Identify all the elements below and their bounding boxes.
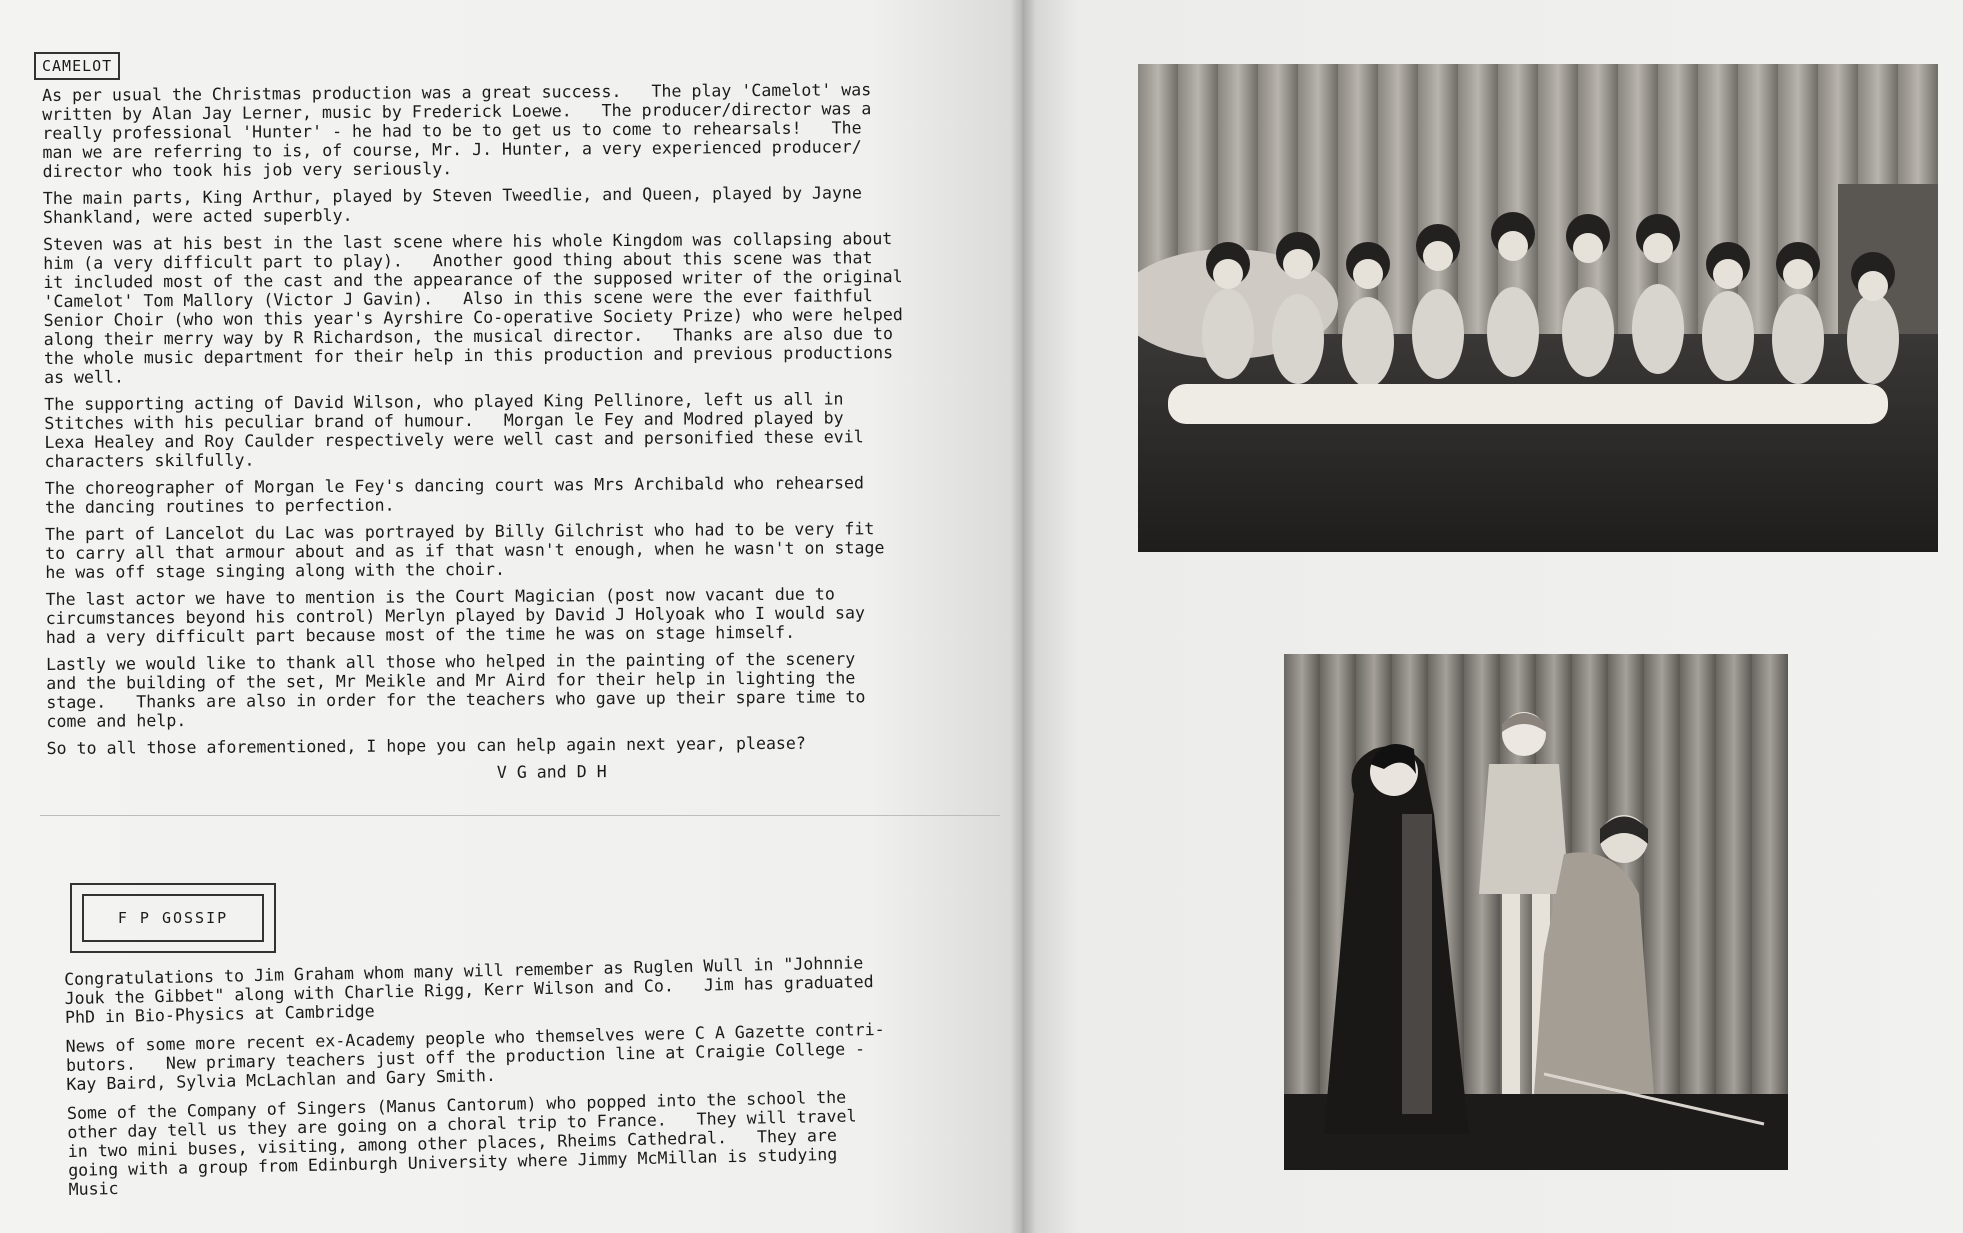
camelot-paragraph: Steven was at his best in the last scene where his whole Kingdom was collapsing about him (a very difficult part to play). Another good thing about this scene was that it included most of the cast and the appearance of the supposed writer of the original 'Camelot' Tom Mallory (Victor J Gavin). Also in this scene were the ever faithful Senior Choir (who won this year's Ayrshire Co-operative Society Prize) who were helped along their merry way by R Richardson, the musical director. Thanks are also due to the whole music department for their help in this production and previous productions as well. [43, 229, 903, 387]
camelot-paragraph: As per usual the Christmas production was a great success. The play 'Camelot' was written by Alan Jay Lerner, music by Frederick Loewe. The producer/director was a really professional 'Hunter' - he had to be to get us to come to rehearsals! The man we are referring to is, of course, Mr. J. Hunter, a very experienced producer/ director who took his job very seriously. [42, 80, 872, 181]
camelot-paragraph: The supporting acting of David Wilson, who played King Pellinore, left us all in Stitches with his peculiar brand of humour. Morgan le Fey and Modred played by Lexa Healey and Roy Caulder respectively were well cast and personified these evil characters skilfully. [44, 389, 864, 471]
gossip-paragraph: Some of the Company of Singers (Manus Cantorum) who popped into the school the other day tell us they are going on a choral trip to France. They will travel in two mini buses, visiting, among other places, Rheims Cathedral. They are going with a group from Edinburgh University where Jimmy McMillan is studying Music [66, 1087, 857, 1199]
gossip-heading: F P GOSSIP [82, 894, 264, 942]
dancing-court-illustration [1138, 64, 1938, 552]
article-signature: V G and D H [496, 762, 607, 782]
camelot-heading: CAMELOT [34, 52, 120, 80]
gossip-paragraph: News of some more recent ex-Academy people who themselves were C A Gazette contri- butors. New primary teachers just off the production line at Craigie College - Kay Baird, Sylvia McLachlan and Gary Smith. [65, 1019, 885, 1094]
dancing-court-photo [1138, 64, 1938, 552]
section-divider [40, 815, 1000, 816]
camelot-paragraph: The part of Lancelot du Lac was portrayed by Billy Gilchrist who had to be very fit to carry all that armour about and as if that wasn't enough, when he wasn't on stage he was off stage singing along with the choir. [45, 519, 885, 582]
gossip-paragraph: Congratulations to Jim Graham whom many will remember as Ruglen Wull in "Johnnie Jouk the Gibbet" along with Charlie Rigg, Kerr Wilson and Co. Jim has graduated PhD in Bio-Physics at Cambridge [64, 953, 874, 1027]
page-gutter [1010, 0, 1036, 1233]
camelot-article [42, 79, 1017, 785]
camelot-paragraph: The main parts, King Arthur, played by Steven Tweedlie, and Queen, played by Jayne Shankland, were acted superbly. [42, 183, 863, 227]
camelot-paragraph: So to all those aforementioned, I hope you can help again next year, please? [46, 733, 806, 758]
gossip-heading-frame [70, 883, 276, 953]
camelot-paragraph: The last actor we have to mention is the Court Magician (post now vacant due to circumstances beyond his control) Merlyn played by David J Holyoak who I would say had a very difficult part because most of the time he was on stage himself. [45, 584, 865, 647]
camelot-paragraph: Lastly we would like to thank all those who helped in the painting of the scenery and the building of the set, Mr Meikle and Mr Aird for their help in lighting the stage. Thanks are also in order for the teachers who gave up their spare time to come and help. [45, 649, 866, 731]
camelot-paragraph: The choreographer of Morgan le Fey's dancing court was Mrs Archibald who rehearsed the dancing routines to perfection. [44, 473, 865, 517]
costume-scene-illustration [1284, 654, 1788, 1170]
gossip-article [64, 951, 969, 1209]
costume-scene-photo [1284, 654, 1788, 1170]
